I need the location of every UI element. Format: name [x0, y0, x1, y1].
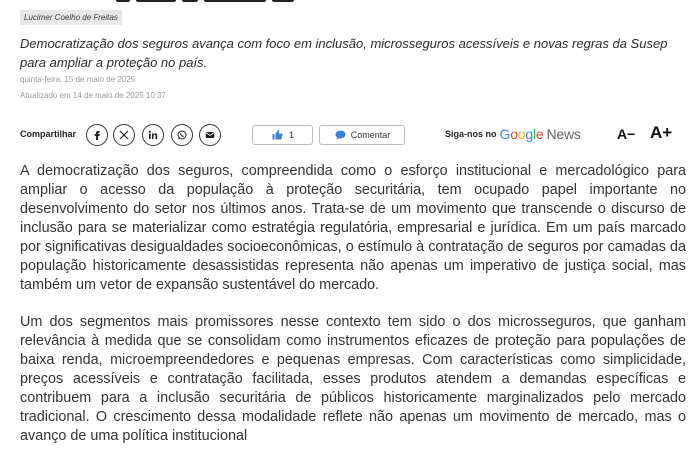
comment-label: Comentar: [350, 130, 391, 140]
article-paragraph: Um dos segmentos mais promissores nesse contexto tem sido o dos microsseguros, que ganham relevância à medida que se consolidam como instrumentos eficazes de proteção para populações de baixa renda, microempreendedores e pequenas empresas. Com características como simplicidade, preços acessíveis e contratação facilitada, esses produtos atendem a demandas específicas e contribuem para a inclusão securitária de públicos historicamente marginalizados pelo mercado tradicional. O crescimento dessa modalidade reflete não apenas um movimento de mercado, mas o avanço de uma política institucional: [20, 314, 686, 444]
article-paragraph: A democratização dos seguros, compreendida como o esforço institucional e mercadológico para ampliar o acesso da população à proteção securitária, tem ocupado papel importante no desenvolvimento do setor nos últimos anos. Trata-se de um movimento que transcende o discurso de inclusão para se materializar como estratégia regulatória, empresarial e jurídica. Em um país marcado por significativas desigualdades socioeconômicas, o estímulo à contratação de seguros por camadas da população historicamente desassistidas representa não apenas um imperativo de justiça social, mas também um vetor de expansão sustentável do mercado.: [20, 163, 686, 293]
font-increase-button[interactable]: A+: [650, 123, 673, 142]
article-summary: Democratização dos seguros avança com foco em inclusão, microsseguros acessíveis e novas regras da Susep para ampliar a proteção no país.: [20, 36, 668, 70]
thumbs-up-icon: [271, 129, 284, 141]
comment-button[interactable]: [319, 125, 405, 145]
cropped-headline: [116, 0, 416, 4]
linkedin-icon[interactable]: [142, 124, 164, 146]
like-button[interactable]: [252, 125, 313, 145]
google-news-follow[interactable]: [445, 126, 581, 142]
like-count: 1: [288, 130, 294, 140]
share-toolbar: [20, 122, 692, 148]
email-icon[interactable]: [199, 124, 221, 146]
updated-date: Atualizado em 14 de maio de 2025 10:37: [20, 91, 166, 100]
follow-label: Siga-nos no: [445, 129, 497, 139]
publish-date: quinta-feira, 15 de maio de 2025: [20, 75, 136, 84]
share-label: Compartilhar: [20, 129, 77, 139]
x-icon[interactable]: [113, 124, 135, 146]
font-decrease-button[interactable]: A−: [617, 126, 636, 142]
facebook-icon[interactable]: [86, 124, 108, 146]
google-news-logo: Google News: [499, 126, 581, 142]
comment-bubble-icon: [334, 129, 347, 141]
author-tag[interactable]: Lucimer Coelho de Freitas: [20, 10, 122, 25]
whatsapp-icon[interactable]: [171, 124, 193, 146]
article-body: [20, 162, 686, 464]
